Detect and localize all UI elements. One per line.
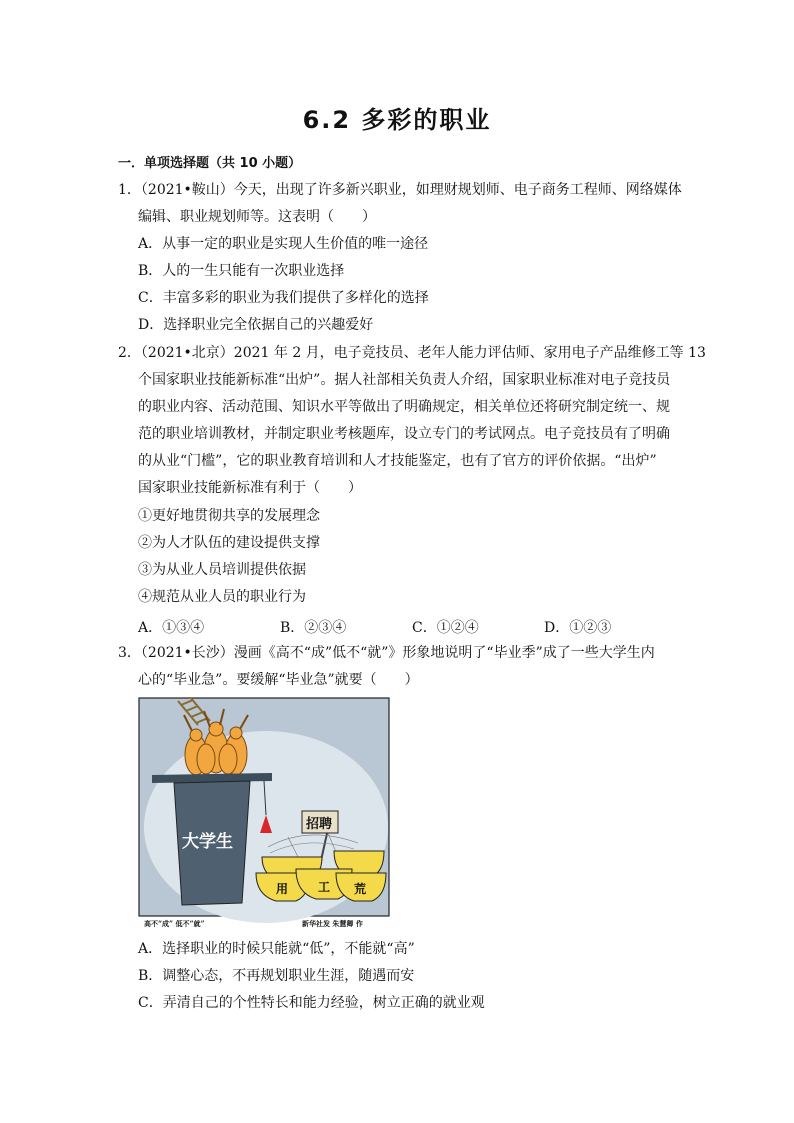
- question-1-option-a: A．从事一定的职业是实现人生价值的唯一途径: [138, 236, 429, 252]
- question-2-line-4: 范的职业培训教材，并制定职业考核题库，设立专门的考试网点。电子竞技员有了明确: [138, 426, 670, 442]
- question-2-line-2: 个国家职业技能新标准“出炉”。据人社部相关负责人介绍，国家职业标准对电子竞技员: [138, 372, 671, 388]
- question-2-choice-c: C．①②④: [412, 620, 479, 636]
- question-3-option-a: A．选择职业的时候只能就“低”，不能就“高”: [138, 941, 415, 957]
- question-3-line-2: 心的“毕业急”。要缓解“毕业急”就要（ ）: [138, 672, 419, 688]
- question-2-statement-3: ③为从业人员培训提供依据: [138, 562, 306, 578]
- recruit-sign-label: 招聘: [306, 817, 333, 832]
- question-2-choice-d: D．①②③: [544, 620, 612, 636]
- cartoon-caption-credit: 新华社发 朱慧卿 作: [302, 919, 363, 928]
- question-2-line-6: 国家职业技能新标准有利于（ ）: [138, 480, 362, 496]
- question-1-line-2: 编辑、职业规划师等。这表明（ ）: [138, 209, 376, 225]
- bowl-3-label: 荒: [354, 882, 367, 896]
- question-2-statement-1: ①更好地贯彻共享的发展理念: [138, 508, 320, 524]
- question-2-line-3: 的职业内容、活动范围、知识水平等做出了明确规定，相关单位还将研究制定统一、规: [138, 399, 670, 415]
- question-2-statement-2: ②为人才队伍的建设提供支撑: [138, 535, 320, 551]
- question-2-line-1: 2．（2021•北京）2021 年 2 月，电子竞技员、老年人能力评估师、家用电子产品维修工等 13: [118, 345, 706, 361]
- bowl-2-label: 工: [318, 880, 331, 894]
- question-1-option-b: B．人的一生只能有一次职业选择: [138, 263, 345, 279]
- question-1-option-d: D．选择职业完全依据自己的兴趣爱好: [138, 317, 374, 333]
- graduates-icon: [185, 722, 247, 775]
- question-2-choice-a: A．①③④: [138, 620, 205, 636]
- question-2-line-5: 的从业“门槛”，它的职业教育培训和人才技能鉴定，也有了官方的评价依据。“出炉”: [138, 453, 657, 469]
- question-2-choice-b: B．②③④: [280, 620, 347, 636]
- cartoon-caption-title: 高不“成” 低不“就”: [144, 919, 205, 928]
- question-3-option-b: B．调整心态，不再规划职业生涯，随遇而安: [138, 968, 415, 984]
- question-1-option-c: C．丰富多彩的职业为我们提供了多样化的选择: [138, 290, 429, 306]
- bowl-1-label: 用: [276, 882, 289, 896]
- cartoon-illustration: [138, 697, 390, 929]
- question-3-option-c: C．弄清自己的个性特长和能力经验，树立正确的就业观: [138, 995, 485, 1011]
- question-2-statement-4: ④规范从业人员的职业行为: [138, 589, 306, 605]
- section-heading: 一．单项选择题（共 10 小题）: [118, 156, 302, 171]
- cap-body-label: 大学生: [182, 832, 233, 852]
- empty-bowls: [256, 851, 386, 901]
- question-3-line-1: 3．（2021•长沙）漫画《高不“成”低不“就”》形象地说明了“毕业季”成了一些大学生内: [118, 645, 655, 661]
- page-title: 6.2 多彩的职业: [302, 106, 492, 134]
- question-1-line-1: 1．（2021•鞍山）今天，出现了许多新兴职业，如理财规划师、电子商务工程师、网络媒体: [118, 182, 682, 198]
